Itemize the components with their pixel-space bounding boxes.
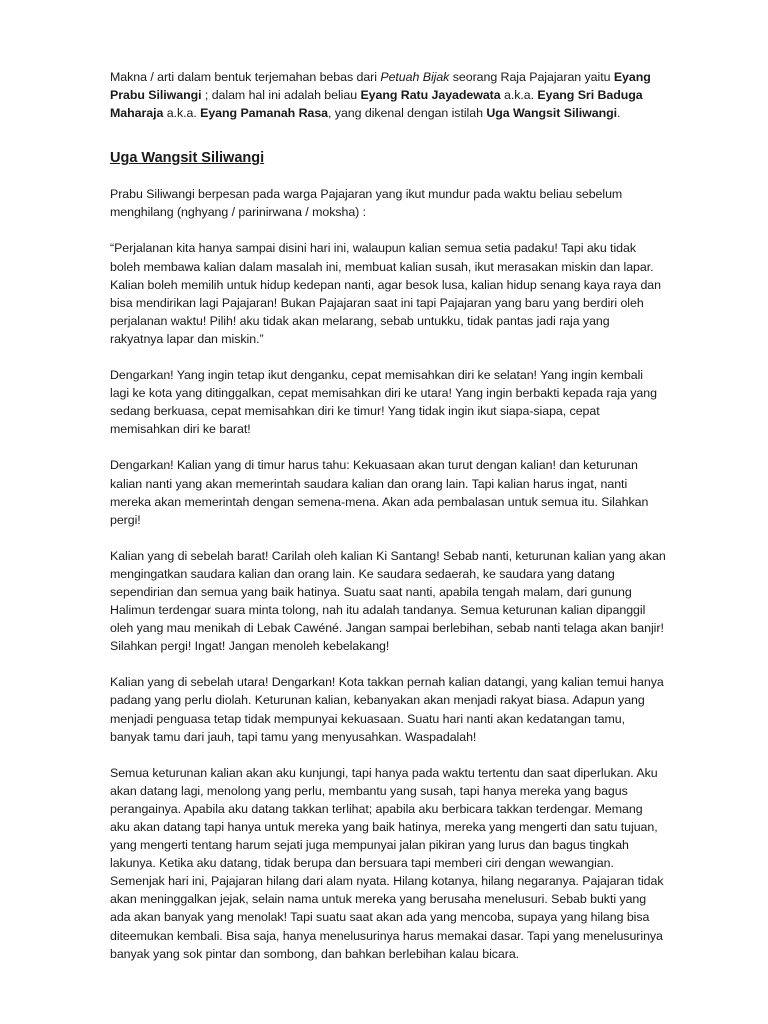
intro-text: a.k.a.	[500, 88, 538, 103]
intro-paragraph	[110, 68, 698, 122]
intro-bold-name: Prabu Siliwangi	[110, 88, 202, 103]
paragraph-spacer	[110, 655, 698, 673]
body-paragraphs	[110, 185, 698, 962]
paragraph-spacer	[110, 348, 698, 366]
paragraph-line: lagi ke kota yang ditinggalkan, cepat memisahkan diri ke utara! Yang ingin berbakti kepada raja yang	[110, 386, 657, 401]
paragraph-line: banyak tamu dari jauh, tapi tamu yang menyusahkan. Waspadalah!	[110, 729, 477, 744]
paragraph-line: sependirian dan semua yang baik hatinya. Suatu saat nanti, apabila tengah malam, dari gunung	[110, 584, 632, 599]
section-heading: Uga Wangsit Siliwangi	[110, 150, 265, 167]
intro-text: a.k.a.	[163, 106, 201, 121]
intro-text: ; dalam hal ini adalah beliau	[201, 88, 361, 103]
paragraph-spacer	[110, 529, 698, 547]
paragraph-line: banyak yang sok pintar dan sombong, dan bahkan berlebihan kalau bicara.	[110, 946, 520, 961]
paragraph-line: Prabu Siliwangi berpesan pada warga Pajajaran yang ikut mundur pada waktu beliau sebelum	[110, 187, 623, 202]
paragraph-line: memisahkan diri ke barat!	[110, 422, 251, 437]
paragraph-line: diteemukan kembali. Bisa saja, hanya menelusurinya harus memakai dasar. Tapi yang menelusurinya	[110, 928, 663, 943]
body-paragraph	[110, 456, 698, 528]
paragraph-spacer	[110, 221, 698, 239]
paragraph-line: lakunya. Ketika aku datang, tidak berupa dan bersuara tapi memberi ciri dengan wewangian.	[110, 856, 614, 871]
intro-text: .	[617, 106, 621, 121]
intro-bold-name: Maharaja	[110, 106, 164, 121]
paragraph-line: menjadi penguasa tetap tidak mempunyai kekuasaan. Suatu hari nanti akan kedatangan tamu,	[110, 711, 625, 726]
paragraph-line: rakyatnya lapar dan miskin.”	[110, 331, 264, 346]
intro-bold-name: Eyang	[613, 70, 651, 84]
paragraph-line: ada akan banyak yang menolak! Tapi suatu saat akan ada yang mencoba, supaya yang hilang bisa	[110, 910, 650, 925]
paragraph-line: kalian nanti yang akan memerintah saudara kalian dan orang lain. Tapi kalian harus ingat, nanti	[110, 476, 628, 491]
paragraph-line: Dengarkan! Yang ingin tetap ikut denganku, cepat memisahkan diri ke selatan! Yang ingin kembali	[110, 368, 643, 383]
paragraph-line: Dengarkan! Kalian yang di timur harus tahu: Kekuasaan akan turut dengan kalian! dan keturunan	[110, 458, 638, 473]
body-paragraph	[110, 239, 698, 348]
paragraph-spacer	[110, 438, 698, 456]
paragraph-line: Halimun terdengar suara minta tolong, nah itu adalah tandanya. Semua keturunan kalian dipanggil	[110, 603, 646, 618]
paragraph-line: perangainya. Apabila aku datang takkan terlihat; apabila aku berbicara takkan terdengar. Memang	[110, 801, 643, 816]
paragraph-line: Semenjak hari ini, Pajajaran hilang dari alam nyata. Hilang kotanya, hilang negaranya. Pajajaran tidak	[110, 874, 664, 889]
paragraph-line: padang yang perlu diolah. Keturunan kalian, kebanyakan akan menjadi rakyat biasa. Adapun yang	[110, 693, 645, 708]
paragraph-line: bisa mendirikan lagi Pajajaran! Bukan Pajajaran saat ini tapi Pajajaran yang baru yang berdiri oleh	[110, 295, 644, 310]
intro-line-1	[110, 68, 698, 86]
paragraph-line: mereka akan memerintah dengan semena-mena. Akan ada pembalasan untuk semua itu. Silahkan	[110, 494, 649, 509]
paragraph-line: Silahkan pergi! Ingat! Jangan menoleh kebelakang!	[110, 639, 390, 654]
intro-text: Makna / arti dalam bentuk terjemahan bebas dari	[110, 70, 381, 84]
intro-line-2	[110, 86, 698, 104]
paragraph-line: Kalian boleh memilih untuk hidup kedepan nanti, agar besok lusa, kalian hidup senang kaya raya dan	[110, 277, 661, 292]
intro-bold-name: Uga Wangsit Siliwangi	[486, 106, 618, 121]
paragraph-line: Kalian yang di sebelah barat! Carilah oleh kalian Ki Santang! Sebab nanti, keturunan kalian yang akan	[110, 548, 666, 563]
paragraph-line: Kalian yang di sebelah utara! Dengarkan! Kota takkan pernah kalian datangi, yang kalian temui hanya	[110, 675, 664, 690]
document-page	[110, 68, 698, 963]
paragraph-line: oleh yang mau menikah di Lebak Cawéné. Jangan sampai berlebihan, sebab nanti telaga akan banjir!	[110, 621, 664, 636]
intro-bold-name: Eyang Pamanah Rasa	[200, 106, 329, 121]
intro-text: seorang Raja Pajajaran yaitu	[449, 70, 614, 84]
paragraph-line: “Perjalanan kita hanya sampai disini hari ini, walaupun kalian semua setia padaku! Tapi aku tidak	[110, 241, 636, 256]
paragraph-line: akan datang lagi, menolong yang perlu, membantu yang susah, tapi hanya mereka yang bagus	[110, 783, 628, 798]
paragraph-line: aku akan datang tapi hanya untuk mereka yang baik hatinya, mereka yang mengerti dan satu tujuan,	[110, 820, 658, 834]
intro-text: , yang dikenal dengan istilah	[328, 106, 487, 121]
intro-line-3	[110, 104, 698, 122]
body-paragraph	[110, 185, 698, 221]
paragraph-line: perjalanan waktu! Pilih! aku tidak akan melarang, sebab untukku, tidak pantas jadi raja yang	[110, 313, 610, 328]
paragraph-line: akan meninggalkan jejak, selain nama untuk mereka yang berusaha menelusuri. Sebab bukti yang	[110, 892, 647, 907]
intro-bold-name: Eyang Sri Baduga	[537, 88, 643, 103]
body-paragraph	[110, 366, 698, 438]
paragraph-line: mengingatkan saudara kalian dan orang lain. Ke saudara sedaerah, ke saudara yang datang	[110, 566, 615, 581]
intro-bold-name: Eyang Ratu Jayadewata	[360, 88, 501, 103]
paragraph-line: boleh membawa kalian dalam masalah ini, membuat kalian susah, ikut merasakan miskin dan lapar.	[110, 259, 654, 274]
paragraph-line: pergi!	[110, 512, 141, 527]
paragraph-line: Semua keturunan kalian akan aku kunjungi, tapi hanya pada waktu tertentu dan saat diperlukan. Aku	[110, 765, 658, 780]
paragraph-line: yang mengerti tentang harum sejati juga mempunyai jalan pikiran yang lurus dan bagus tingkah	[110, 838, 629, 853]
paragraph-line: sedang berkuasa, cepat memisahkan diri ke timur! Yang tidak ingin ikut siapa-siapa, cepat	[110, 404, 600, 419]
body-paragraph	[110, 547, 698, 656]
body-paragraph	[110, 673, 698, 745]
intro-italic-term: Petuah Bijak	[380, 70, 450, 84]
paragraph-line: menghilang (nghyang / parinirwana / moksha) :	[110, 205, 367, 220]
paragraph-spacer	[110, 746, 698, 764]
body-paragraph	[110, 764, 698, 963]
